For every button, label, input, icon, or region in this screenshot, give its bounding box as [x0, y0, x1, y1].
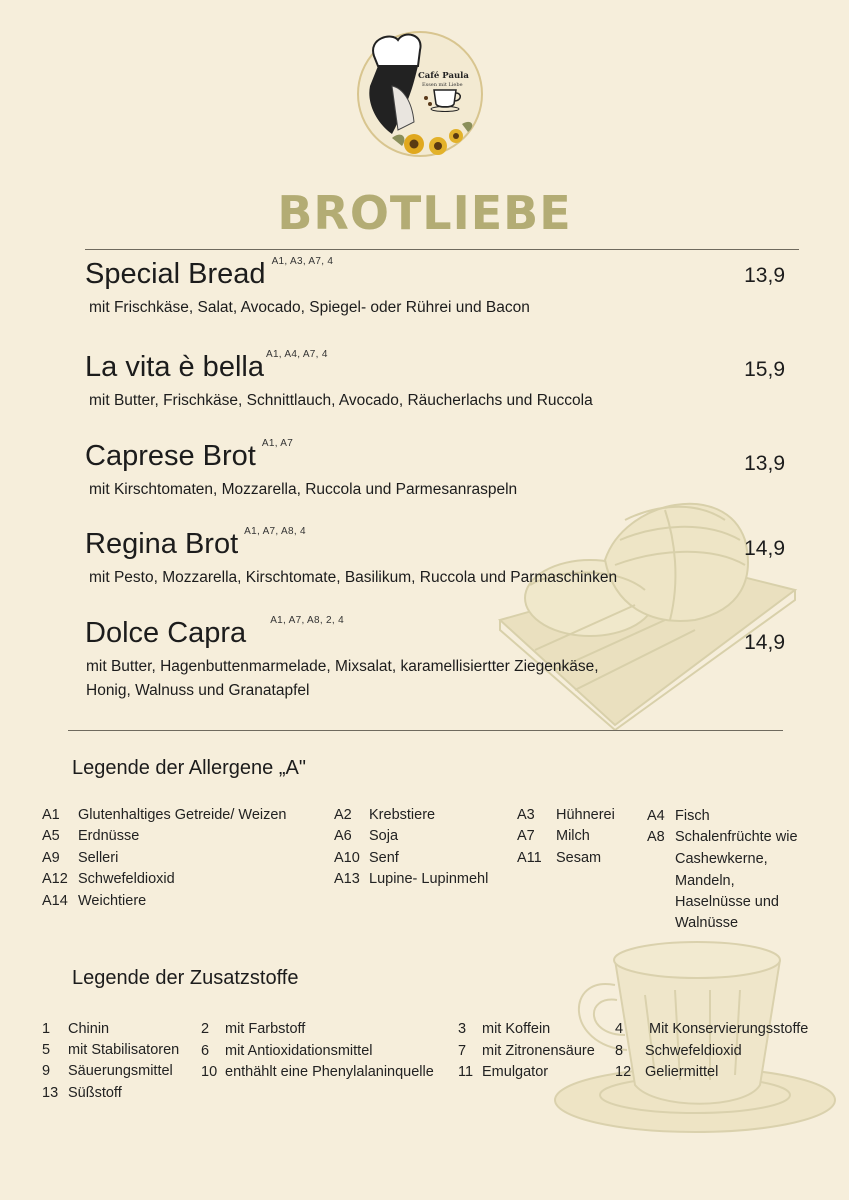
allergen-entry: A1 Glutenhaltiges Getreide/ Weizen [42, 807, 287, 823]
item-description: mit Frischkäse, Salat, Avocado, Spiegel- oder Rührei und Bacon [89, 299, 530, 316]
menu-item-regina-brot [85, 528, 306, 561]
allergen-entry-continued: Haselnüsse und [675, 894, 779, 910]
additive-entry: 6 mit Antioxidationsmittel [201, 1043, 373, 1059]
allergen-entry: A12 Schwefeldioxid [42, 871, 175, 887]
item-description: mit Butter, Frischkäse, Schnittlauch, Avocado, Räucherlachs und Ruccola [89, 392, 593, 409]
allergen-entry-continued: Walnüsse [675, 915, 739, 931]
additive-entry: 5 mit Stabilisatoren [42, 1042, 180, 1058]
item-name: Dolce Capra [85, 617, 247, 649]
additive-entry: 13 Süßstoff [42, 1085, 122, 1101]
additive-entry: 7 mit Zitronensäure [458, 1043, 595, 1059]
item-name: La vita è bella [85, 351, 264, 383]
menu-item-special-bread [85, 258, 333, 291]
additive-entry: 3 mit Koffein [458, 1021, 551, 1037]
item-name: Regina Brot [85, 528, 239, 560]
item-description: mit Butter, Hagenbuttenmarmelade, Mixsalat, karamellisiertter Ziegenkäse, [86, 658, 599, 675]
item-allergens: A1, A7, A8, 4 [244, 526, 306, 537]
item-description: mit Pesto, Mozzarella, Kirschtomate, Basilikum, Ruccola und Parmaschinken [89, 569, 618, 586]
item-description: mit Kirschtomaten, Mozzarella, Ruccola und Parmesanraspeln [89, 481, 518, 498]
allergen-entry-continued: Cashewkerne, [675, 851, 768, 867]
menu-item-la-vita-e-bella [85, 351, 328, 384]
allergen-entry: A14 Weichtiere [42, 893, 147, 909]
menu-title: BROTLIEBE [277, 186, 572, 240]
item-name: Caprese Brot [85, 440, 256, 472]
allergen-entry-continued: Mandeln, [675, 873, 735, 889]
allergen-entry: A7 Milch [517, 828, 590, 844]
additive-entry: 2 mit Farbstoff [201, 1021, 306, 1037]
allergen-entry: A2 Krebstiere [334, 807, 436, 823]
additive-entry: 11 Emulgator [458, 1064, 549, 1080]
bread-board-illustration [495, 480, 805, 730]
item-price: 15,9 [744, 358, 785, 381]
menu-item-dolce-capra [85, 617, 344, 650]
additive-entry: 9 Säuerungsmittel [42, 1063, 173, 1079]
additive-legend-heading: Legende der Zusatzstoffe [72, 967, 299, 989]
additive-entry: 1 Chinin [42, 1021, 110, 1037]
additive-entry: 8 Schwefeldioxid [615, 1043, 742, 1059]
allergen-entry: A6 Soja [334, 828, 399, 844]
item-name: Special Bread [85, 258, 266, 290]
item-description-continued: Honig, Walnuss und Granatapfel [86, 682, 310, 699]
allergen-entry: A5 Erdnüsse [42, 828, 140, 844]
item-allergens: A1, A7, A8, 2, 4 [270, 615, 344, 626]
allergen-entry: A10 Senf [334, 850, 399, 866]
allergen-entry: A4 Fisch [647, 808, 710, 824]
allergen-entry: A11 Sesam [517, 850, 602, 866]
menu-item-caprese-brot [85, 440, 293, 473]
allergen-entry: A9 Selleri [42, 850, 119, 866]
top-divider [85, 249, 799, 250]
additive-entry: 12 Geliermittel [615, 1064, 719, 1080]
allergen-entry: A13 Lupine- Lupinmehl [334, 871, 489, 887]
item-allergens: A1, A4, A7, 4 [265, 349, 328, 360]
item-price: 14,9 [744, 631, 785, 654]
logo-brand-name: Café Paula [418, 71, 469, 81]
allergen-entry: A8 Schalenfrüchte wie [647, 829, 798, 845]
item-allergens: A1, A3, A7, 4 [271, 256, 334, 267]
additive-entry: 10 enthählt eine Phenylalaninquelle [201, 1064, 434, 1080]
item-price: 14,9 [744, 537, 785, 560]
cafe-paula-logo [352, 26, 488, 162]
item-price: 13,9 [744, 264, 785, 287]
item-price: 13,9 [744, 452, 785, 475]
item-allergens: A1, A7 [261, 438, 294, 449]
bottom-divider [68, 730, 783, 731]
logo-tagline: Essen mit Liebe [422, 82, 463, 88]
additive-entry: 4 Mit Konservierungsstoffe [615, 1021, 809, 1037]
allergen-entry: A3 Hühnerei [517, 807, 615, 823]
allergen-legend-heading: Legende der Allergene „A" [72, 757, 306, 779]
